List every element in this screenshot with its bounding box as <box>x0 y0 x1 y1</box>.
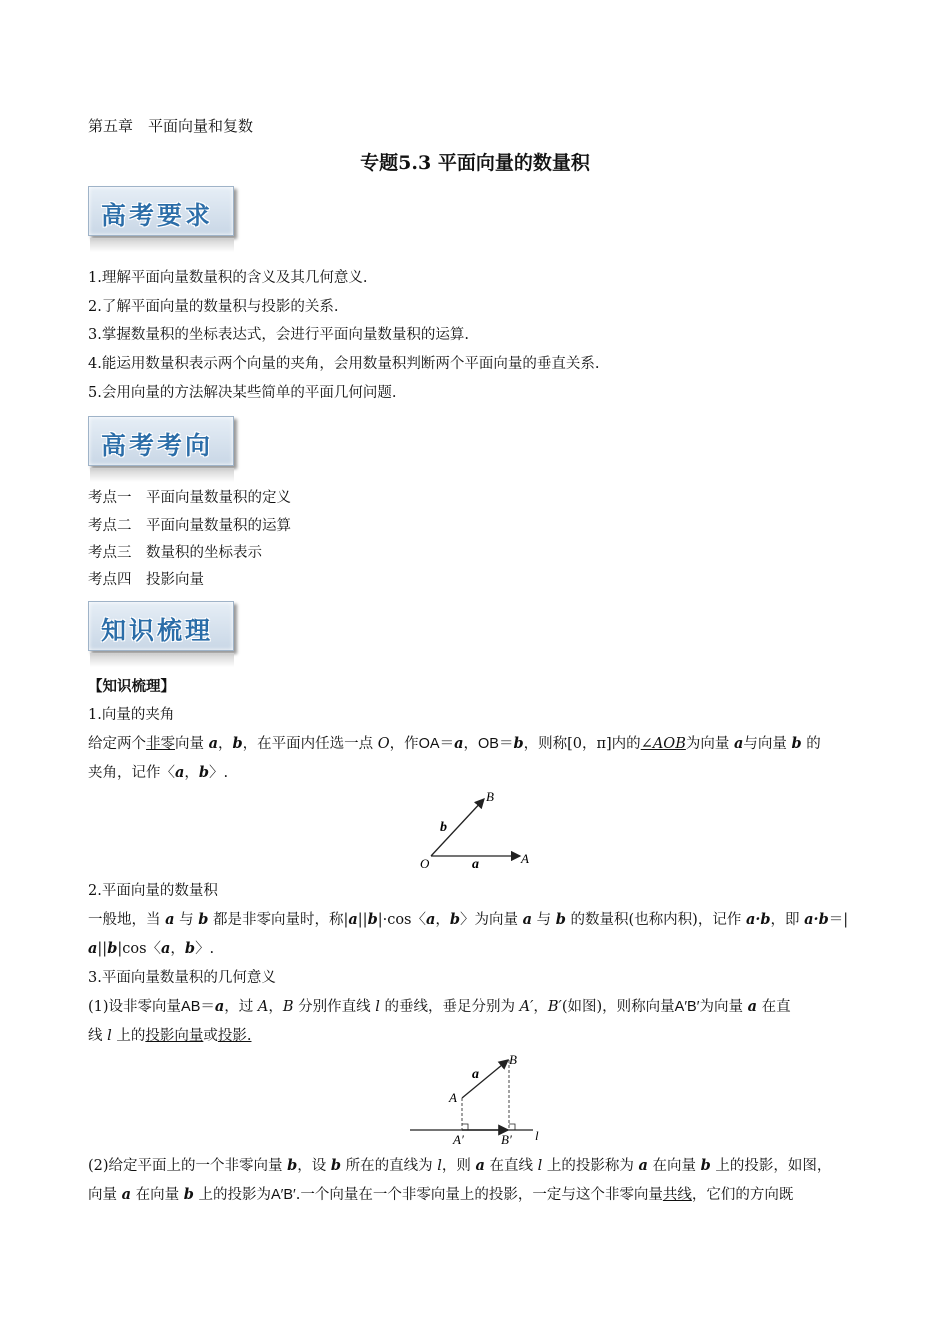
label-A: A <box>521 851 529 866</box>
section-heading: 3.平面向量数量积的几何意义 <box>88 970 276 986</box>
label-a: a <box>472 1067 479 1082</box>
requirement-item: 4.能运用数量积表示两个向量的夹角，会用数量积判断两个平面向量的垂直关系. <box>88 356 600 372</box>
paragraph-line: (2)给定平面上的一个非零向量 b，设 b 所在的直线为 l，则 a 在直线 l 上的投影称为 a 在向量 b 上的投影，如图， <box>88 1157 832 1174</box>
label-A-prime: A′ <box>453 1132 464 1146</box>
banner-requirements-text: 高考要求 <box>101 201 214 230</box>
knowledge-heading: 【知识梳理】 <box>88 678 175 695</box>
topic-item: 考点三 数量积的坐标表示 <box>88 545 262 561</box>
banner-knowledge <box>88 601 234 651</box>
requirement-item: 3.掌握数量积的坐标表达式，会进行平面向量数量积的运算. <box>88 327 469 343</box>
requirement-item: 5.会用向量的方法解决某些简单的平面几何问题. <box>88 385 397 401</box>
paragraph-line: a||b|cos〈a，b〉. <box>88 940 215 957</box>
page-title: 专题5.3 平面向量的数量积 <box>360 152 590 174</box>
requirement-item: 2.了解平面向量的数量积与投影的关系. <box>88 299 339 315</box>
label-B-prime: B′ <box>501 1132 512 1146</box>
banner-knowledge-text: 知识梳理 <box>101 616 214 645</box>
banner-requirements <box>88 186 234 236</box>
paragraph-line: 夹角，记作〈a，b〉. <box>88 764 229 781</box>
section-heading: 1.向量的夹角 <box>88 707 175 723</box>
paragraph-line: 一般地，当 a 与 b 都是非零向量时，称|a||b|·cos〈a，b〉为向量 a 与 b 的数量积(也称内积)，记作 a·b，即 a·b＝| <box>88 911 849 928</box>
paragraph-line: 线 l 上的投影向量或投影. <box>88 1028 252 1044</box>
topic-item: 考点四 投影向量 <box>88 572 204 588</box>
paragraph-line: (1)设非零向量AB＝a，过 A，B 分别作直线 l 的垂线，垂足分别为 A′，B′(如图)，则称向量A′B′为向量 a 在直 <box>88 998 791 1015</box>
projection-figure <box>405 1048 555 1146</box>
label-B: B <box>486 789 494 804</box>
right-angle-B <box>509 1124 515 1130</box>
angle-figure <box>410 785 540 875</box>
section-heading: 2.平面向量的数量积 <box>88 883 218 899</box>
chapter-label: 第五章 平面向量和复数 <box>88 117 254 135</box>
vector-a-line <box>462 1060 508 1098</box>
banner-directions-text: 高考考向 <box>101 431 214 460</box>
banner-reflection <box>90 653 234 667</box>
topic-item: 考点一 平面向量数量积的定义 <box>88 490 291 506</box>
label-A: A <box>449 1090 457 1105</box>
label-a: a <box>472 857 479 872</box>
topic-item: 考点二 平面向量数量积的运算 <box>88 518 291 534</box>
label-B: B <box>509 1052 517 1067</box>
banner-reflection <box>90 468 234 482</box>
right-angle-A <box>462 1124 468 1130</box>
requirement-item: 1.理解平面向量数量积的含义及其几何意义. <box>88 270 368 286</box>
paragraph-line: 给定两个非零向量 a，b，在平面内任选一点 O，作OA＝a，OB＝b，则称[0，π]内的∠AOB为向量 a与向量 b 的 <box>88 735 821 752</box>
banner-directions <box>88 416 234 466</box>
label-l: l <box>535 1128 539 1143</box>
paragraph-line: 向量 a 在向量 b 上的投影为A′B′.一个向量在一个非零向量上的投影，一定与这个非零向量共线，它们的方向既 <box>88 1186 794 1203</box>
label-b: b <box>440 820 447 835</box>
label-O: O <box>420 856 430 871</box>
vector-b-line <box>431 799 484 856</box>
banner-reflection <box>90 238 234 252</box>
